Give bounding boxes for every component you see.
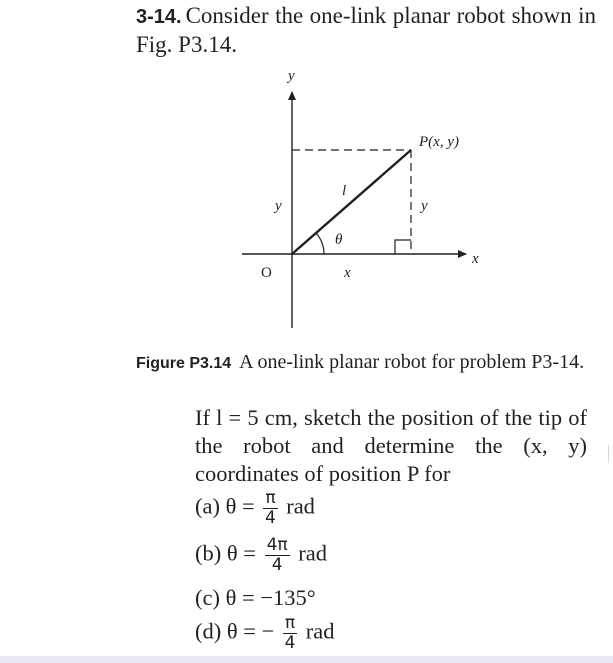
caption-text: A one-link planar robot for problem P3-14. <box>239 351 585 373</box>
part-b-label: (b) <box>195 540 222 566</box>
part-d-prefix: θ = − <box>226 618 275 644</box>
part-d-numerator: π <box>284 613 296 633</box>
figure-caption <box>136 350 586 376</box>
part-b-denominator: 4 <box>271 555 283 575</box>
angle-label: θ <box>335 232 343 248</box>
right-angle-marker <box>395 240 411 254</box>
robot-link <box>292 150 411 254</box>
question-body: If l = 5 cm, sketch the position of the tip of the robot and determine the (x, y) coordinates of position P for <box>195 405 587 486</box>
question-text <box>195 404 587 488</box>
part-b-unit: rad <box>298 540 328 566</box>
part-d-denominator: 4 <box>284 633 296 653</box>
x-bottom-label: x <box>344 265 351 281</box>
part-a-numerator: π <box>265 488 276 508</box>
y-left-label: y <box>275 198 282 214</box>
part-c <box>195 585 316 611</box>
problem-statement: Consider the one-link planar robot shown in Fig. P3.14. <box>136 3 596 57</box>
problem-number: 3-14. <box>136 6 182 28</box>
link-label: l <box>342 183 347 199</box>
bottom-bar <box>0 656 613 663</box>
part-d-label: (d) <box>195 618 222 644</box>
page-edge-mark <box>608 445 609 463</box>
axis-y-label: y <box>288 68 295 84</box>
part-b-fraction <box>265 537 290 574</box>
part-a-denominator: 4 <box>265 508 276 528</box>
part-a-unit: rad <box>286 493 315 519</box>
part-d <box>195 615 335 652</box>
part-d-fraction <box>283 615 297 652</box>
part-a-fraction <box>263 490 277 527</box>
part-a <box>195 490 315 527</box>
part-a-prefix: θ = <box>225 493 255 519</box>
origin-label: O <box>261 265 272 281</box>
point-label: P(x, y) <box>419 134 459 150</box>
axis-x-label: x <box>472 251 479 267</box>
part-c-prefix: θ = −135° <box>225 585 316 610</box>
part-b <box>195 537 327 574</box>
y-right-label: y <box>421 198 428 214</box>
part-b-numerator: 4π <box>266 535 288 555</box>
angle-arc <box>316 233 324 254</box>
part-b-prefix: θ = <box>226 540 256 566</box>
part-d-unit: rad <box>305 618 335 644</box>
part-a-label: (a) <box>195 493 220 519</box>
caption-label: Figure P3.14 <box>136 355 232 372</box>
part-c-label: (c) <box>195 585 220 610</box>
